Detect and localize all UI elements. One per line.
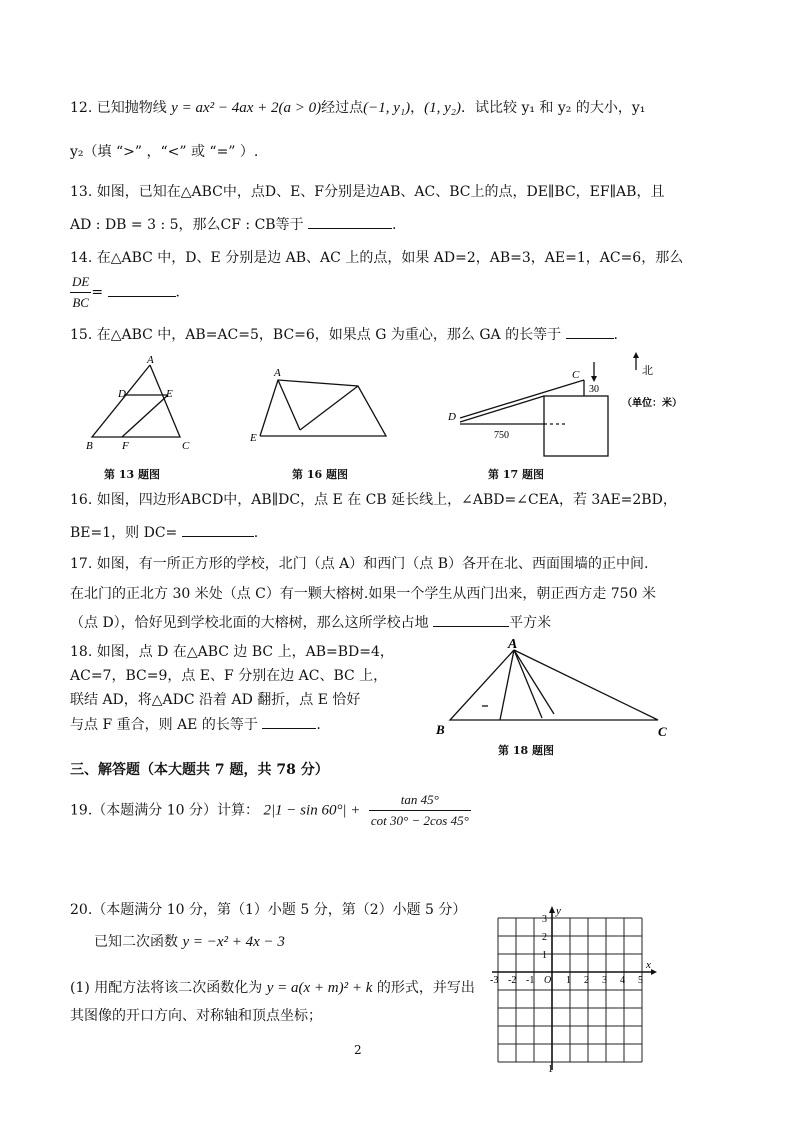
question-17-line2: 在北门的正北方 30 米处（点 C）有一颗大榕树.如果一个学生从西门出来，朝正西方走 750 米 <box>70 586 656 602</box>
grid-x-tick: 4 <box>620 975 625 986</box>
question-20-part1: (1) 用配方法将该二次函数化为 y = a(x + m)² + k 的形式，并写出 <box>70 980 475 996</box>
question-16-line2: BE=1，则 DC= . <box>70 522 258 543</box>
question-17-line3: （点 D），恰好见到学校北面的大榕树，那么这所学校占地 平方米 <box>70 612 551 633</box>
figure-13 <box>82 355 202 455</box>
grid-x-tick: -3 <box>490 975 499 986</box>
figure-16-caption: 第 16 题图 <box>292 468 348 481</box>
page-number: 2 <box>354 1043 362 1057</box>
grid-x-tick: -1 <box>526 975 535 986</box>
question-20-line2: 已知二次函数 y = −x² + 4x − 3 <box>94 934 285 950</box>
fig17-label-750: 750 <box>494 430 509 441</box>
figure-18-caption: 第 18 题图 <box>498 744 554 757</box>
grid-origin: O <box>544 975 552 986</box>
section-3-heading: 三、解答题（本大题共 7 题，共 78 分） <box>70 762 329 778</box>
grid-x-tick: 1 <box>566 975 571 986</box>
answer-blank-17[interactable] <box>433 612 509 627</box>
question-18-line4: 与点 F 重合，则 AE 的长等于 . <box>70 714 321 735</box>
answer-blank-13[interactable] <box>308 214 392 229</box>
grid-x-label: x <box>646 959 651 971</box>
fig13-label-e: E <box>166 388 173 400</box>
answer-blank-18[interactable] <box>262 714 316 729</box>
fraction-de-bc: $\frac{DE}{BC}$ <box>72 274 90 310</box>
fig17-label-30: 30 <box>589 384 599 395</box>
question-16: 16. 如图，四边形ABCD中，AB∥DC，点 E 在 CB 延长线上，∠ABD=∠CEA，若 3AE=2BD， <box>70 492 677 508</box>
grid-x-tick: -2 <box>508 975 517 986</box>
grid-y-tick: 1 <box>548 1064 553 1074</box>
fig17-label-d: D <box>448 411 456 423</box>
grid-y-tick: 1 <box>542 950 547 961</box>
fig18-label-c: C <box>658 724 667 739</box>
grid-x-tick: 3 <box>602 975 607 986</box>
grid-x-tick: 5 <box>638 975 643 986</box>
question-17: 17. 如图，有一所正方形的学校，北门（点 A）和西门（点 B）各开在北、西面围墙的正中间. <box>70 556 649 572</box>
fig13-label-c: C <box>182 440 190 452</box>
question-18: 18. 如图，点 D 在△ABC 边 BC 上，AB=BD=4， <box>70 644 394 660</box>
figure-13-caption: 第 13 题图 <box>104 468 160 481</box>
figure-18 <box>430 636 680 741</box>
fig17-label-unit: （单位：米） <box>622 398 682 409</box>
fig13-label-d: D <box>118 388 126 400</box>
question-12: 12. 已知抛物线 y = ax² − 4ax + 2(a > 0)经过点(−1, y₁)，(1, y₂)．试比较 y₁ 和 y₂ 的大小，y₁ <box>70 100 646 116</box>
question-19: 19.（本题满分 10 分）计算： 2|1 − sin 60°| + $\frac{\tan 45^\circ}{\cot 30^\circ - 2\cos 45^\circ}$ <box>70 790 471 831</box>
grid-y-tick: 3 <box>542 914 547 925</box>
fig13-label-b: B <box>86 440 93 452</box>
question-20: 20.（本题满分 10 分，第（1）小题 5 分，第（2）小题 5 分） <box>70 902 467 918</box>
fig16-label-a: A <box>274 367 281 379</box>
question-14: 14. 在△ABC 中，D、E 分别是边 AB、AC 上的点，如果 AD=2，AB=3，AE=1，AC=6，那么 <box>70 250 684 266</box>
figure-17 <box>446 352 716 462</box>
coordinate-grid <box>488 904 658 1074</box>
fig16-label-e: E <box>250 432 257 444</box>
answer-blank-14[interactable] <box>108 282 176 297</box>
answer-blank-15[interactable] <box>566 324 614 339</box>
grid-x-tick: 2 <box>584 975 589 986</box>
question-18-line3: 联结 AD，将△ADC 沿着 AD 翻折，点 E 恰好 <box>70 692 361 708</box>
figure-17-caption: 第 17 题图 <box>488 468 544 481</box>
fig17-label-north: 北 <box>642 365 653 377</box>
question-15: 15. 在△ABC 中，AB=AC=5，BC=6，如果点 G 为重心，那么 GA 的长等于 . <box>70 324 618 345</box>
answer-blank-16[interactable] <box>182 522 254 537</box>
question-18-line2: AC=7，BC=9，点 E、F 分别在边 AC、BC 上， <box>70 668 388 684</box>
fig18-label-b: B <box>436 722 445 737</box>
fig13-label-f: F <box>122 440 129 452</box>
fig13-label-a: A <box>147 355 154 366</box>
grid-y-label: y <box>556 905 561 917</box>
question-20-part1-line2: 其图像的开口方向、对称轴和顶点坐标； <box>70 1008 322 1024</box>
fig17-label-c: C <box>572 369 580 381</box>
question-13-line2: AD : DB = 3 : 5，那么CF : CB等于 . <box>70 214 396 235</box>
question-13: 13. 如图，已知在△ABC中，点D、E、F分别是边AB、AC、BC上的点，DE∥BC，EF∥AB，且 <box>70 184 665 200</box>
question-12-line2: y₂（填 “>” ，“<” 或 “=” ）. <box>70 144 259 160</box>
question-14-line2: $\frac{DE}{BC}$ = . <box>70 272 180 313</box>
fraction-q19: $\frac{\tan 45^\circ}{\cot 30^\circ - 2\cos 45^\circ}$ <box>370 792 469 828</box>
fig18-label-a: A <box>508 637 518 652</box>
figure-16 <box>246 364 396 444</box>
grid-y-tick: 2 <box>542 932 547 943</box>
